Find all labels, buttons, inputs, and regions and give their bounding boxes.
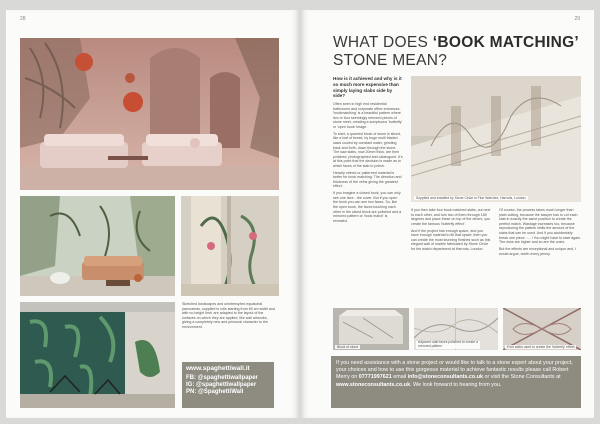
page-number-right: 29 — [574, 16, 580, 22]
social-handle: @spaghettiwallpaper — [197, 375, 258, 381]
small-caption-1: Block of stone — [337, 345, 359, 349]
paragraph: Heavily veined or patterned material is better for book matching. The direction and thickness of the veins giving the greatest effect. — [333, 170, 402, 189]
title-prefix: WHAT DOES — [333, 34, 433, 51]
stone-consultants-help-box — [331, 356, 581, 408]
flamingo-mural-photo — [181, 196, 279, 296]
butterfly-pattern-photo — [503, 308, 581, 350]
small-caption-3: Four slabs used to create the 'butterfly' effect — [507, 345, 575, 349]
article-lead: How is it achieved and why is it so much more expensive than simply laying slabs side by side? — [333, 76, 402, 99]
paragraph: If you then take four book matched slabs, cut next to each other, and turn two of them through 180 degrees and place these on top of the others, you create the famous 'butterfly effect'. — [411, 208, 491, 226]
article-column-3 — [499, 208, 581, 258]
left-page — [6, 10, 299, 418]
social-prefix: PN: — [186, 389, 197, 396]
small-caption-2: Adjacent slab faces polished to create a mirrored pattern — [416, 341, 480, 349]
social-handle: @SpaghettiWall — [198, 389, 244, 396]
spaghettiwall-promo-box — [182, 362, 274, 408]
paragraph: Of course, the process takes much longer than plain cutting, because the sawyer has to cut each slab in exactly the same position to create the perfect match. Wastage increases too, because reproducing the pattern limits the amount of the slabs that can be used. And if you accidentally break one piece ......! You might have to start again. The risks are higher and so are the costs. — [499, 208, 581, 245]
promo-social-instagram[interactable] — [186, 382, 270, 389]
magazine-spread — [6, 10, 594, 418]
social-handle: @spaghettiwallpaper — [196, 382, 257, 389]
promo-website-link[interactable]: www.spaghettiwall.it — [186, 365, 250, 372]
email-link[interactable]: info@stoneconsultants.co.uk — [407, 374, 483, 381]
jungle-mural-photo — [20, 196, 175, 296]
paragraph: To start, a quarried block of stone is sliced, like a loaf of bread, by huge multi bladed saws cooled by constant water, grinding back and forth, down through the stone. The saw slabs, now 20mm thick, are then polished, photographed and catalogued. It's at this point that the decision is made as to which faces of the slab to polish. — [333, 131, 403, 168]
article-title-line1 — [333, 34, 579, 52]
help-text-4: . We look forward to hearing from you. — [410, 381, 502, 388]
main-image-caption: Supplied and installed by Stone Circle in Fine Watches, Harrods, London. — [416, 196, 527, 200]
paragraph: And if the project has enough space, and you have enough material to fill that space, then you can create the most stunning finishes such as this elegant wall of marble fabricated by Stone Circle for the watch department at Harrods, London. — [411, 228, 491, 251]
promo-social-pinterest[interactable] — [186, 389, 270, 396]
promo-social-facebook[interactable] — [186, 375, 270, 382]
hero-interior-photo — [20, 38, 279, 190]
green-leaf-wall-photo — [20, 302, 175, 408]
right-page — [301, 10, 594, 418]
left-page-caption: Sketched landscapes and uninterrupted equatorial panoramas, supplied in rolls starting from 60 cm width and with no height limit, are adapted to the layout of the surfaces on which they are applied, like wall artworks, giving a completely new and personal character to the environment. — [182, 302, 275, 329]
stone-block-photo — [333, 308, 409, 350]
title-bold: ‘BOOK MATCHING’ — [432, 34, 580, 51]
marble-staircase-photo — [411, 76, 581, 202]
social-prefix: IG: — [186, 382, 195, 389]
page-number-left: 28 — [20, 16, 26, 22]
article-column-2 — [411, 208, 491, 254]
article-column-1 — [333, 102, 403, 226]
paragraph: Often seen in high end residential bathrooms and corporate office entrances, 'bookmatching' is a beautiful pattern where two or four seemingly mirrored pieces of stone meet, creating a sumptuous 'butterfly' or 'open book' image. — [333, 102, 403, 129]
paragraph: If you imagine a closed book, you can only see one face - the cover. But if you open the book you can see two faces. So, like the open book, the faces touching each other in the sliced block are polished and a mirrored pattern or 'book match' is revealed. — [333, 191, 402, 223]
social-prefix: FB: — [186, 375, 196, 381]
paragraph: But the effects are exceptional and unique and, I would argue, worth every penny. — [499, 246, 577, 256]
article-title-line2: STONE MEAN? — [333, 52, 448, 69]
website-link[interactable]: www.stoneconsultants.co.uk — [336, 381, 411, 388]
help-text-2: email — [391, 374, 408, 381]
help-text-1: If you need assistance with a stone project or would like to talk to a stone expert about your project, your choices and how to use this gorgeous material to achieve fantastic results please call Robert Merry on — [336, 360, 573, 381]
help-text-3: or visit the Stone Consultants at — [482, 374, 561, 381]
phone-number-link[interactable]: 07771997621 — [358, 374, 392, 381]
polished-slabs-photo — [414, 308, 498, 350]
